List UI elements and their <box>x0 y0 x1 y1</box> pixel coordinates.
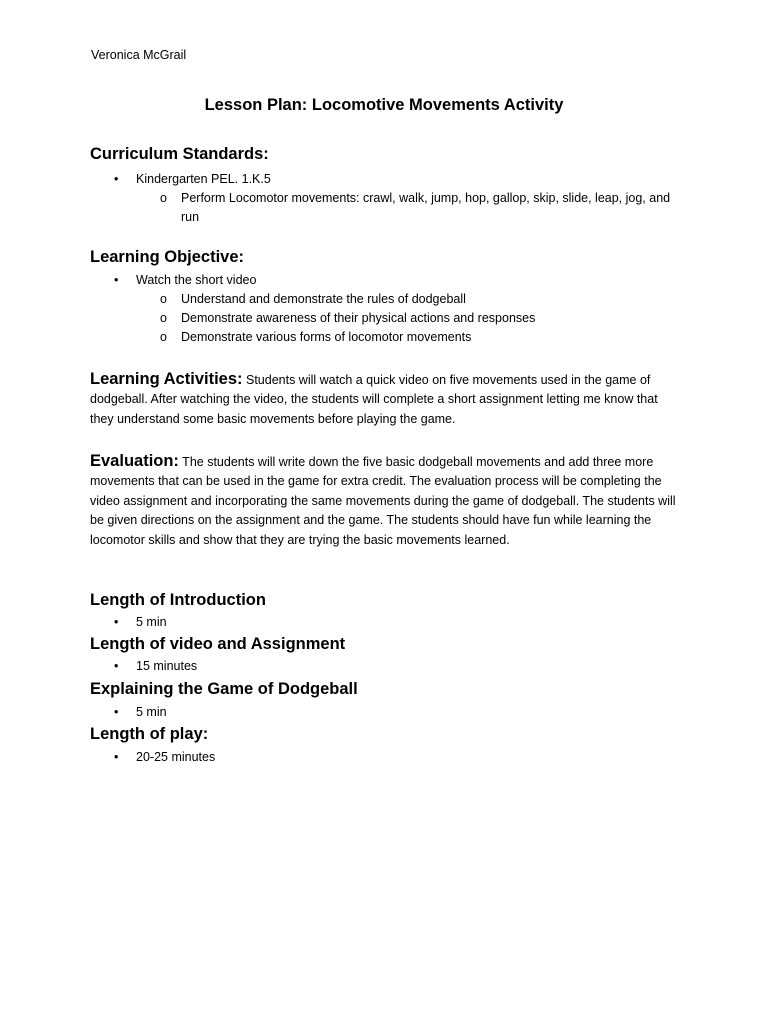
section-item-text: 15 minutes <box>136 659 198 673</box>
sub-bullet-marker: o <box>160 330 167 344</box>
list-item <box>0 170 676 189</box>
section-heading-video: Length of video and Assignment <box>90 635 346 653</box>
list-item <box>0 703 167 722</box>
bullet-marker: • <box>114 615 119 629</box>
list-item <box>0 328 676 347</box>
activities-paragraph <box>90 370 680 429</box>
section-item-text: 5 min <box>136 705 167 719</box>
list-item <box>0 271 676 290</box>
objective-sub-text: Demonstrate awareness of their physical actions and responses <box>181 311 536 325</box>
evaluation-text: The students will write down the five basic dodgeball movements and add three more movements that can be used in the game for extra credit. The evaluation process will be completing the video assignment and incorporating the same movements during the game of dodgeball. The students will be given directions on the assignment and the game. The students should have fun while learning the locomotor skills and show that they are trying the basic movements learned. <box>90 455 676 547</box>
sub-bullet-marker: o <box>160 292 167 306</box>
sub-bullet-marker: o <box>160 311 167 325</box>
list-item <box>0 657 197 676</box>
section-item-text: 5 min <box>136 615 167 629</box>
evaluation-heading: Evaluation: <box>90 452 179 470</box>
activities-heading: Learning Activities: <box>90 370 243 388</box>
document-title: Lesson Plan: Locomotive Movements Activity <box>204 96 564 114</box>
section-heading-play: Length of play: <box>90 725 209 743</box>
objective-sub-text: Understand and demonstrate the rules of dodgeball <box>181 292 466 306</box>
curriculum-list <box>0 170 676 227</box>
bullet-marker: • <box>114 659 119 673</box>
list-item <box>0 613 167 632</box>
objective-bullet-text: Watch the short video <box>136 273 257 287</box>
bullet-marker: • <box>114 172 119 186</box>
dodgeball-list <box>0 703 167 722</box>
list-item <box>0 309 676 328</box>
list-item <box>0 290 676 309</box>
list-item <box>0 748 215 767</box>
objective-sub-text: Demonstrate various forms of locomotor movements <box>181 330 472 344</box>
objective-list <box>0 271 676 347</box>
bullet-marker: • <box>114 750 119 764</box>
activities-text: Students will watch a quick video on five movements used in the game of dodgeball. After watching the video, the students will complete a short assignment letting me know that they understand some basic movements before playing the game. <box>90 373 658 426</box>
objective-heading: Learning Objective: <box>90 248 245 266</box>
author-name: Veronica McGrail <box>91 48 187 62</box>
sub-bullet-marker: o <box>160 191 167 205</box>
section-heading-dodgeball: Explaining the Game of Dodgeball <box>90 680 358 698</box>
curriculum-sub-text: Perform Locomotor movements: crawl, walk, jump, hop, gallop, skip, slide, leap, jog, and run <box>181 191 671 224</box>
list-item <box>0 189 676 227</box>
play-list <box>0 748 215 767</box>
bullet-marker: • <box>114 705 119 719</box>
evaluation-paragraph <box>90 452 680 550</box>
section-heading-introduction: Length of Introduction <box>90 591 266 609</box>
curriculum-bullet-text: Kindergarten PEL. 1.K.5 <box>136 172 271 186</box>
curriculum-heading: Curriculum Standards: <box>90 145 269 163</box>
bullet-marker: • <box>114 273 119 287</box>
video-list <box>0 657 197 676</box>
section-item-text: 20-25 minutes <box>136 750 216 764</box>
introduction-list <box>0 613 167 632</box>
